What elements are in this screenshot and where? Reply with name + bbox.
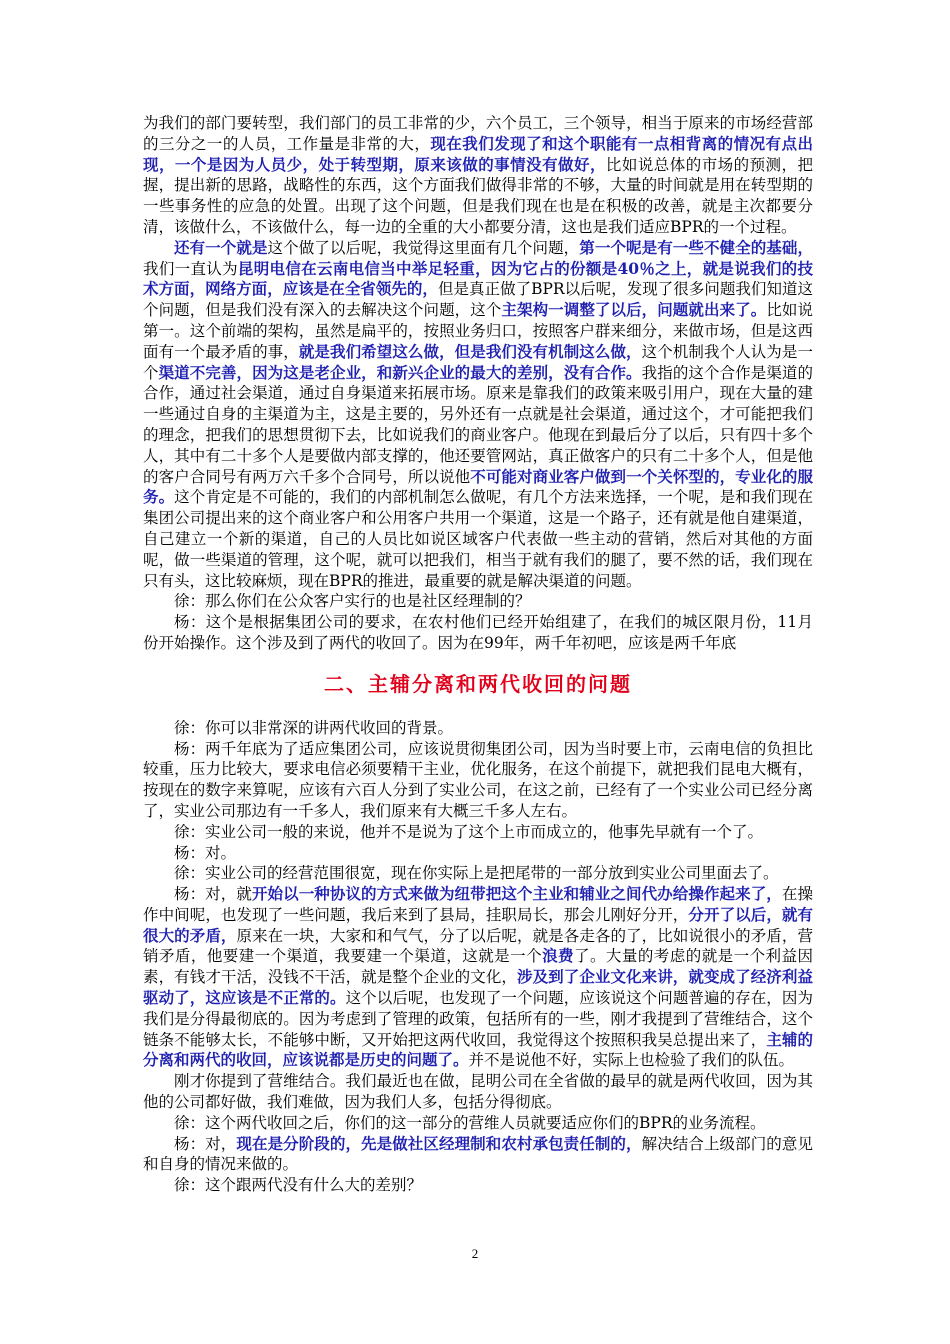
highlighted-text: 浪费 bbox=[542, 946, 574, 966]
interview-text-after-heading bbox=[143, 718, 813, 1196]
page-body bbox=[143, 113, 813, 1196]
body-text: 但是真正做了BPR以后呢，发现了很多问题我们知道这个问题，但是我们没有深入的去解决这个问题，这个 bbox=[143, 280, 813, 320]
highlighted-text: 昆明电信在云南电信当中举足轻重，因为它占的份额是40％之上，就是说我们的技术方面，网络方面，应该是在全省领先的， bbox=[143, 258, 813, 299]
body-text: 刚才你提到了营维结合。我们最近也在做，昆明公司在全省做的最早的就是两代收回，因为其他的公司都好做，我们难做，因为我们人多，包括分得彻底。 bbox=[143, 1072, 813, 1112]
body-text: 这个肯定是不可能的，我们的内部机制怎么做呢，有几个方法来选择，一个呢，是和我们现在集团公司提出来的这个商业客户和公用客户共用一个渠道，这是一个路子，还有就是他自建渠道，自己建立一个新的渠道，自己的人员比如说区域客户代表做一些主动的营销，然后对其他的方面呢，做一些渠道的管理，这个呢，就可以把我们，相当于就有我们的腿了，要不然的话，我们现在只有头，这比较麻烦，现在BPR的推进，最重要的就是解决渠道的问题。 bbox=[143, 488, 813, 590]
page-number: 2 bbox=[471, 1246, 479, 1261]
body-text: 杨：两千年底为了适应集团公司，应该说贯彻集团公司，因为当时要上市，云南电信的负担比较重，压力比较大，要求电信必须要精干主业，优化服务，在这个前提下，就把我们昆电大概有，按现在的数字来算呢，应该有六百人分到了实业公司，在这之前，已经有了一个实业公司已经分离了，实业公司那边有一千多人，我们原来有大概三千多人左右。 bbox=[143, 739, 813, 820]
body-text: 徐：这个跟两代没有什么大的差别？ bbox=[174, 1176, 423, 1195]
body-text: 了。大量的考虑的就是一个利益因素，有钱才干活，没钱不干活，就是整个企业的文化， bbox=[143, 947, 813, 987]
highlighted-text: 主辅的分离和两代的收回，应该说都是历史的问题了。 bbox=[143, 1029, 813, 1070]
body-text: 杨：这个是根据集团公司的要求，在农村他们已经开始组建了，在我们的城区限月份，11月份开始操作。这个涉及到了两代的收回了。因为在99年，两千年初吧，应该是两千年底 bbox=[143, 613, 813, 652]
paragraph bbox=[143, 1071, 813, 1113]
highlighted-text: 开始以一种协议的方式来做为纽带把这个主业和辅业之间代办给操作起来了， bbox=[251, 884, 782, 904]
body-text: 杨：对， bbox=[174, 1134, 237, 1153]
paragraph bbox=[143, 1113, 813, 1134]
body-text: 徐：这个两代收回之后，你们的这一部分的营维人员就要适应你们的BPR的业务流程。 bbox=[174, 1113, 766, 1132]
body-text: 我指的这个合作是渠道的合作，通过社会渠道，通过自身渠道来拓展市场。原来是靠我们的政策来吸引用户，现在大量的建一些通过自身的主渠道为主，这是主要的，另外还有一点就是社会渠道，通过这个，才可能把我们的理念，把我们的思想贯彻下去，比如说我们的商业客户。他现在到最后分了以后，只有四十多个人，其中有二十多个人是要做内部支撑的，他还要管网站，真正做客户的只有二十多个人，但是他的客户合同号有两万六千多个合同号，所以说他 bbox=[143, 363, 813, 486]
paragraph bbox=[143, 884, 813, 1071]
body-text: 为我们的部门要转型，我们部门的员工非常的少，六个员工，三个领导，相当于原来的市场经营部的三分之一的人员，工作量是非常的大， bbox=[143, 114, 813, 153]
paragraph bbox=[143, 739, 813, 822]
body-text: 这个做了以后呢，我觉得这里面有几个问题， bbox=[267, 238, 580, 257]
body-text: 徐：实业公司一般的来说，他并不是说为了这个上市而成立的，他事先早就有一个了。 bbox=[174, 822, 764, 841]
body-text: 并不是说他不好，实际上也检验了我们的队伍。 bbox=[468, 1051, 795, 1070]
body-text: 徐：实业公司的经营范围很宽，现在你实际上是把尾带的一部分放到实业公司里面去了。 bbox=[174, 864, 779, 883]
body-text: 杨：对，就 bbox=[174, 885, 252, 904]
highlighted-text: 不可能对商业客户做到一个关怀型的，专业化的服务。 bbox=[143, 466, 813, 507]
paragraph bbox=[143, 843, 813, 864]
body-text: 杨：对。 bbox=[174, 843, 237, 862]
paragraph bbox=[143, 863, 813, 884]
highlighted-text: 分开了以后，就有很大的矛盾， bbox=[143, 904, 813, 945]
paragraph bbox=[143, 238, 813, 592]
highlighted-text: 主架构一调整了以后，问题就出来了。 bbox=[501, 300, 767, 320]
body-text: 比如说总体的市场的预测，把握，提出新的思路，战略性的东西，这个方面我们做得非常的不够，大量的时间就是用在转型期的一些事务性的应急的处置。出现了这个问题，但是我们现在也是在积极的改善，就是主次都要分清，该做什么，不该做什么，每一边的全重的大小都要分清，这也是我们适应BPR的一个过程。 bbox=[143, 155, 813, 236]
highlighted-text: 涉及到了企业文化来讲，就变成了经济利益驱动了，这应该是不正常的。 bbox=[143, 967, 813, 1008]
paragraph bbox=[143, 591, 813, 612]
highlighted-text: 就是我们希望这么做，但是我们没有机制这么做， bbox=[298, 341, 642, 361]
highlighted-text: 还有一个就是 bbox=[174, 237, 268, 257]
paragraph bbox=[143, 718, 813, 739]
highlighted-text: 现在我们发现了和这个职能有一点相背离的情况有点出现，一个是因为人员少，处于转型期，原来该做的事情没有做好， bbox=[143, 133, 813, 174]
body-text: 比如说第一。这个前端的架构，虽然是扁平的，按照业务归口，按照客户群来细分，来做市场，但是这西面有一个最矛盾的事， bbox=[143, 301, 813, 361]
section-heading: 二、主辅分离和两代收回的问题 bbox=[324, 671, 632, 696]
body-text: 原来在一块，大家和和气气，分了以后呢，就是各走各的了，比如说很小的矛盾，营销矛盾，他要建一个渠道，我要建一个渠道，这就是一个 bbox=[143, 926, 813, 966]
body-text: 解决结合上级部门的意见和自身的情况来做的。 bbox=[143, 1134, 813, 1174]
body-text: 这个以后呢，也发现了一个问题，应该说这个问题普遍的存在，因为我们是分得最彻底的。因为考虑到了管理的政策，包括所有的一些，刚才我提到了营维结合，这个链条不能够太长，不能够中断，又开始把这两代收回，我觉得这个按照积我吴总提出来了， bbox=[143, 989, 813, 1049]
paragraph bbox=[143, 822, 813, 843]
body-text: 在操作中间呢，也发现了一些问题，我后来到了县局，挂职局长，那会儿刚好分开， bbox=[143, 885, 813, 924]
paragraph bbox=[143, 113, 813, 238]
body-text: 徐：你可以非常深的讲两代收回的背景。 bbox=[174, 718, 454, 737]
paragraph bbox=[143, 1175, 813, 1196]
interview-text-before-heading bbox=[143, 113, 813, 654]
highlighted-text: 渠道不完善，因为这是老企业，和新兴企业的最大的差别，没有合作。 bbox=[158, 362, 642, 382]
body-text: 徐：那么你们在公众客户实行的也是社区经理制的？ bbox=[174, 592, 531, 611]
body-text: 我们一直认为 bbox=[143, 259, 238, 278]
highlighted-text: 第一个呢是有一些不健全的基础， bbox=[579, 237, 813, 257]
paragraph bbox=[143, 1134, 813, 1176]
body-text: 这个机制我个人认为是一个 bbox=[143, 342, 813, 382]
highlighted-text: 现在是分阶段的，先是做社区经理制和农村承包责任制的， bbox=[236, 1133, 642, 1153]
paragraph bbox=[143, 612, 813, 654]
